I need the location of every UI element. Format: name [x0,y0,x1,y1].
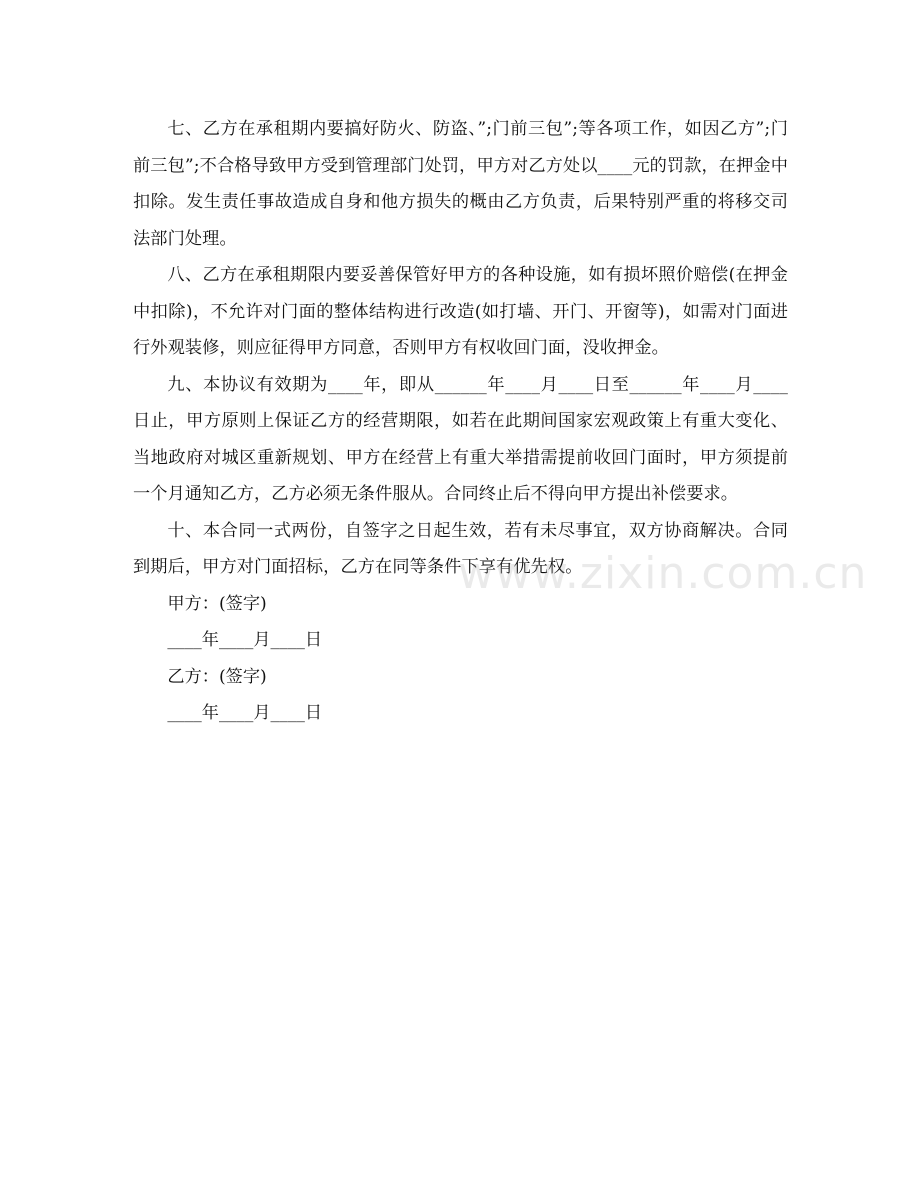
party-b-date: ____年____月____日 [167,703,323,723]
contract-body [133,111,788,732]
clause-9: 九、本协议有效期为____年，即从______年____月____日至______年____月____日止，甲方原则上保证乙方的经营期限，如若在此期间国家宏观政策上有重大变化、当地政府对城区重新规划、甲方在经营上有重大举措需提前收回门面时，甲方须提前一个月通知乙方，乙方必须无条件服从。合同终止后不得向甲方提出补偿要求。 [133,374,788,504]
party-a-date: ____年____月____日 [167,630,323,650]
party-b-signature: 乙方：(签字) [167,666,267,687]
signature-block [133,586,788,732]
clause-7: 七、乙方在承租期内要搞好防火、防盗、”;门前三包”;等各项工作，如因乙方”;门前三包”;不合格导致甲方受到管理部门处罚，甲方对乙方处以____元的罚款，在押金中扣除。发生责任事故造成自身和他方损失的概由乙方负责，后果特别严重的将移交司法部门处理。 [133,119,788,249]
party-a-signature: 甲方：(签字) [167,593,267,614]
watermark: www.zixin.com.cn [458,548,868,599]
clause-10: 十、本合同一式两份，自签字之日起生效，若有未尽事宜，双方协商解决。合同到期后，甲方对门面招标，乙方在同等条件下享有优先权。 [133,520,788,577]
clause-8: 八、乙方在承租期限内要妥善保管好甲方的各种设施，如有损坏照价赔偿(在押金中扣除)，不允许对门面的整体结构进行改造(如打墙、开门、开窗等)，如需对门面进行外观装修，则应征得甲方同意，否则甲方有权收回门面，没收押金。 [133,265,788,358]
